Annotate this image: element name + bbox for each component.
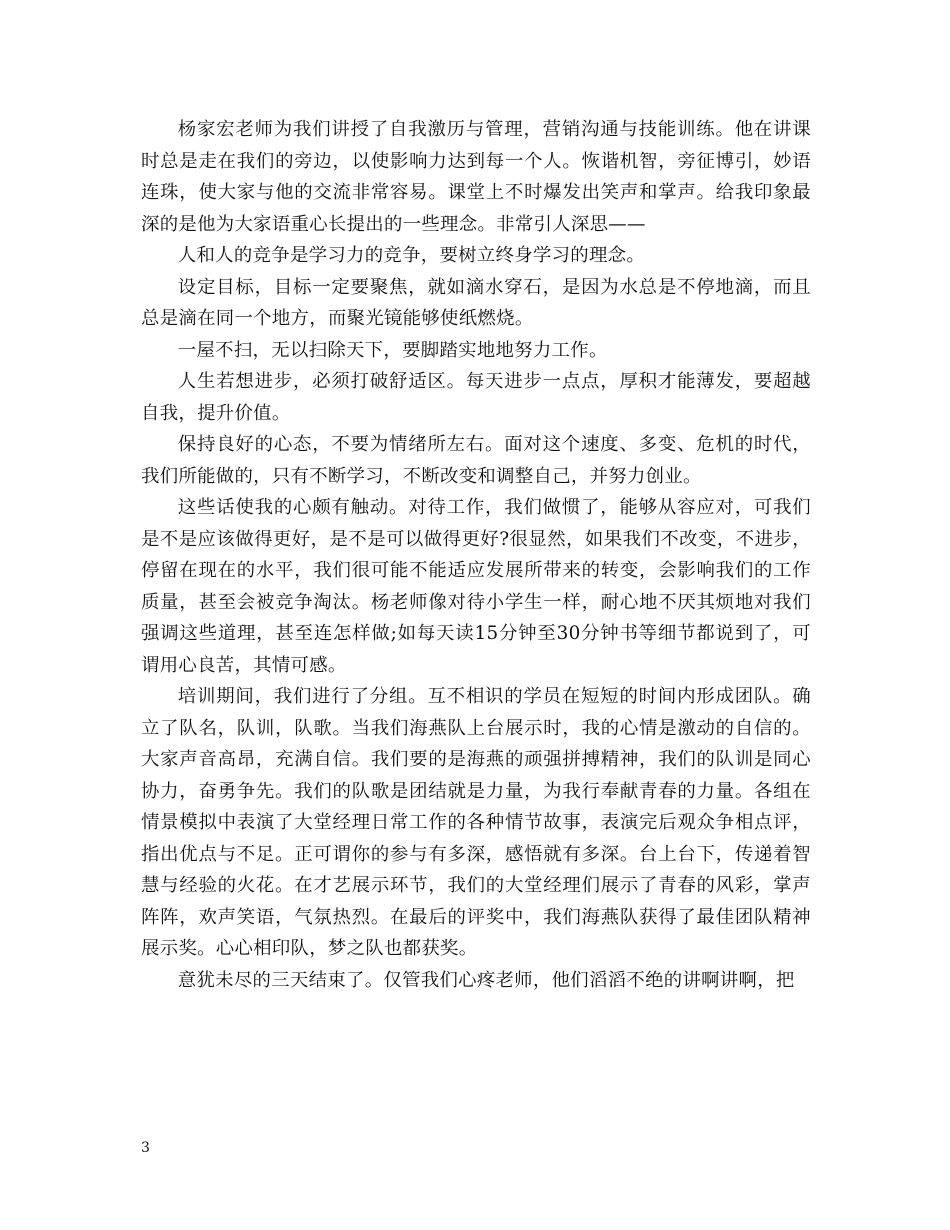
page-number: 3 [141,1140,150,1156]
paragraph-set-goals: 设定目标，目标一定要聚焦，就如滴水穿石，是因为水总是不停地滴，而且总是滴在同一个地方，而聚光镜能够使纸燃烧。 [141,276,811,329]
paragraph-comfort-zone: 人生若想进步，必须打破舒适区。每天进步一点点，厚积才能薄发，要超越自我，提升价值。 [141,371,811,424]
paragraph-team-training: 培训期间，我们进行了分组。互不相识的学员在短短的时间内形成团队。确立了队名，队训，队歌。当我们海燕队上台展示时，我的心情是激动的自信的。大家声音高昂，充满自信。我们要的是海燕的顽强拼搏精神，我们的队训是同心协力，奋勇争先。我们的队歌是团结就是力量，为我行奉献青春的力量。各组在情景模拟中表演了大堂经理日常工作的各种情节故事，表演完后观众争相点评，指出优点与不足。正可谓你的参与有多深，感悟就有多深。台上台下，传递着智慧与经验的火花。在才艺展示环节，我们的大堂经理们展示了青春的风彩，掌声阵阵，欢声笑语，气氛热烈。在最后的评奖中，我们海燕队获得了最佳团队精神展示奖。心心相印队，梦之队也都获奖。 [141,686,811,959]
paragraph-practical-work: 一屋不扫，无以扫除天下，要脚踏实地地努力工作。 [177,339,608,361]
paragraph-good-attitude: 保持良好的心态，不要为情绪所左右。面对这个速度、多变、危机的时代，我们所能做的，只有不断学习，不断改变和调整自己，并努力创业。 [141,434,811,487]
paragraph-conclusion-start: 意犹未尽的三天结束了。仅管我们心疼老师，他们滔滔不绝的讲啊讲啊，把 [177,969,795,991]
paragraph-reflection: 这些话使我的心颇有触动。对待工作，我们做惯了，能够从容应对，可我们是不是应该做得更好，是不是可以做得更好?很显然，如果我们不改变，不进步，停留在现在的水平，我们很可能不能适应发展所带来的转变，会影响我们的工作质量，甚至会被竞争淘汰。杨老师像对待小学生一样，耐心地不厌其烦地对我们强调这些道理，甚至连怎样做;如每天读15分钟至30分钟书等细节都说到了，可谓用心良苦，其情可感。 [141,497,811,676]
paragraph-learning-competition: 人和人的竞争是学习力的竞争，要树立终身学习的理念。 [177,245,646,266]
paragraph-teacher-intro: 杨家宏老师为我们讲授了自我激历与管理，营销沟通与技能训练。他在讲课时总是走在我们的旁边，以使影响力达到每一个人。恢谐机智，旁征博引，妙语连珠，使大家与他的交流非常容易。课堂上不时爆发出笑声和掌声。给我印象最深的是他为大家语重心长提出的一些理念。非常引人深思—— [141,119,811,235]
body-text [141,114,811,996]
